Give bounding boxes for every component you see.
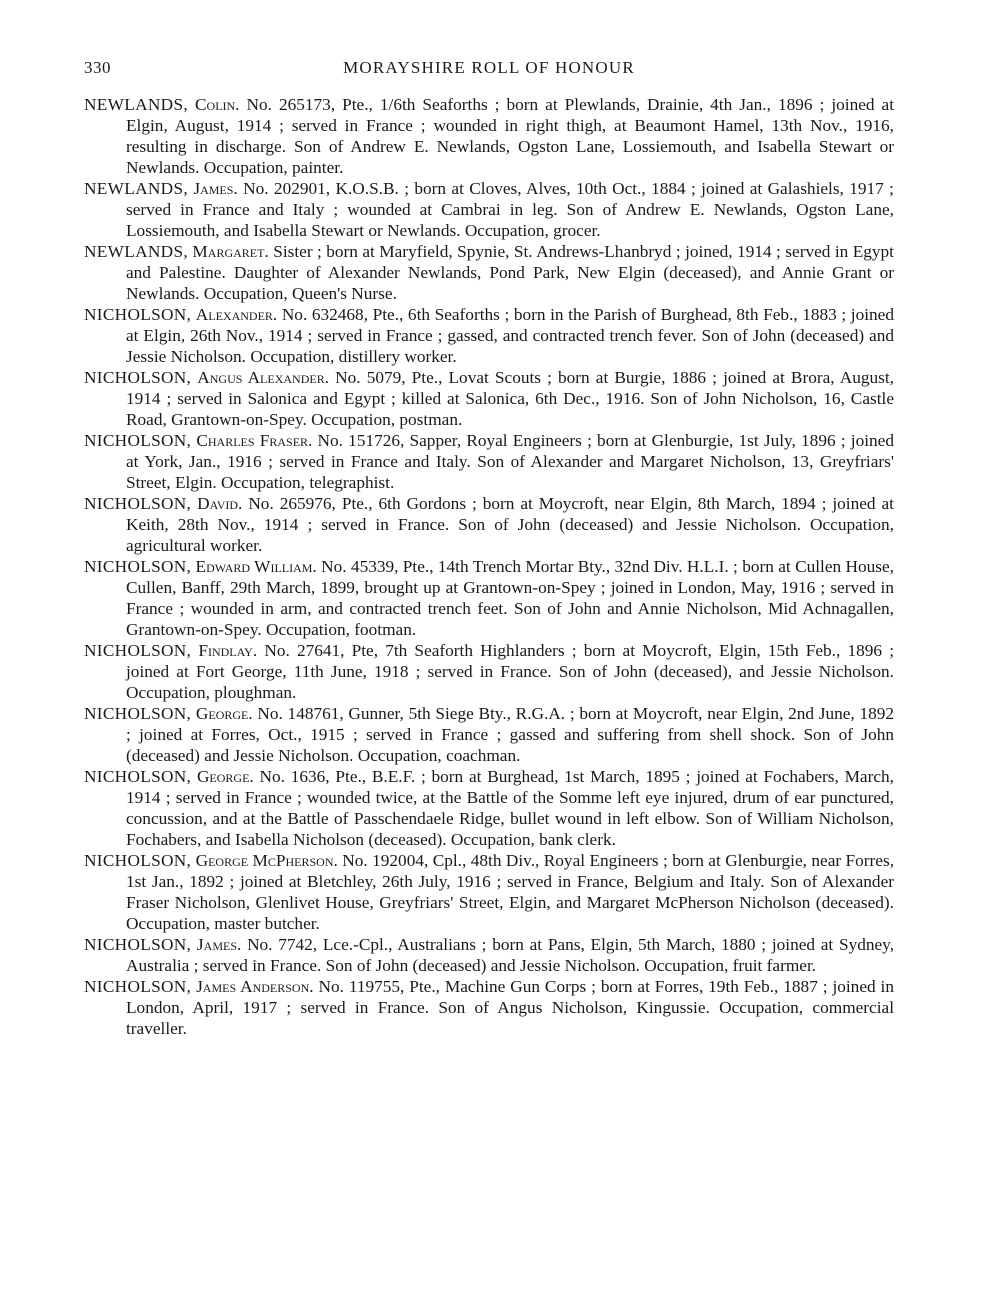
entry-text: No. 119755, Pte., Machine Gun Corps ; born at Forres, 19th Feb., 1887 ; joined in London, April, 1917 ; served in France. Son of Angus Nicholson, Kingussie. Occupation, commercial traveller. [126, 977, 894, 1038]
entry-given-name: Colin. [195, 95, 240, 114]
roll-entry [84, 766, 894, 850]
entry-surname: NICHOLSON, [84, 851, 192, 870]
entry-surname: NICHOLSON, [84, 935, 192, 954]
entry-text: No. 148761, Gunner, 5th Siege Bty., R.G.A. ; born at Moycroft, near Elgin, 2nd June, 1892 ; joined at Forres, Oct., 1915 ; served in France ; gassed and suffering from shell shock. Son of John (deceased) and Jessie Nicholson. Occupation, coachman. [126, 704, 895, 765]
entry-given-name: Edward William. [195, 557, 317, 576]
entry-surname: NICHOLSON, [84, 767, 192, 786]
entry-text: No. 192004, Cpl., 48th Div., Royal Engineers ; born at Glenburgie, near Forres, 1st Jan., 1892 ; joined at Bletchley, 26th July, 1916 ; served in France, Belgium and Italy. Son of Alexander Fraser Nicholson, Glenlivet House, Greyfriars' Street, Elgin, and Margaret McPherson Nicholson (deceased). Occupation, master butcher. [126, 851, 895, 933]
roll-entry [84, 934, 894, 976]
entry-given-name: George. [195, 704, 253, 723]
entry-given-name: George. [196, 767, 254, 786]
entry-given-name: Alexander. [195, 305, 278, 324]
roll-entry [84, 556, 894, 640]
entry-surname: NICHOLSON, [84, 494, 192, 513]
roll-entry [84, 178, 894, 241]
entry-surname: NICHOLSON, [84, 641, 192, 660]
entry-surname: NEWLANDS, [84, 242, 188, 261]
entry-given-name: David. [197, 494, 243, 513]
entry-text: No. 202901, K.O.S.B. ; born at Cloves, Alves, 10th Oct., 1884 ; joined at Galashiels, 1917 ; served in France and Italy ; wounded at Cambrai in leg. Son of Andrew E. Newlands, Ogston Lane, Lossiemouth, and Isabella Stewart or Newlands. Occupation, grocer. [126, 179, 894, 240]
roll-entry [84, 703, 894, 766]
roll-entry [84, 94, 894, 178]
entry-surname: NICHOLSON, [84, 557, 192, 576]
entry-given-name: James Anderson. [196, 977, 314, 996]
entry-text: No. 45339, Pte., 14th Trench Mortar Bty., 32nd Div. H.L.I. ; born at Cullen House, Cullen, Banff, 29th March, 1899, brought up at Grantown-on-Spey ; joined in London, May, 1916 ; served in France ; wounded in arm, and contracted trench feet. Son of John and Annie Nicholson, Mid Achnagallen, Grantown-on-Spey. Occupation, footman. [126, 557, 894, 639]
entry-given-name: James. [196, 935, 242, 954]
roll-entry [84, 640, 894, 703]
entry-text: No. 5079, Pte., Lovat Scouts ; born at Burgie, 1886 ; joined at Brora, August, 1914 ; served in Salonica and Egypt ; killed at Salonica, 6th Dec., 1916. Son of John Nicholson, 16, Castle Road, Grantown-on-Spey. Occupation, postman. [126, 368, 894, 429]
entry-surname: NICHOLSON, [84, 431, 192, 450]
roll-entry [84, 976, 894, 1039]
roll-entry [84, 850, 894, 934]
roll-entry [84, 241, 894, 304]
entry-given-name: Angus Alexander. [197, 368, 330, 387]
entry-surname: NICHOLSON, [84, 977, 192, 996]
entry-given-name: George McPherson. [195, 851, 338, 870]
roll-entry [84, 430, 894, 493]
page [84, 58, 894, 1039]
entry-surname: NEWLANDS, [84, 179, 188, 198]
entry-text: No. 632468, Pte., 6th Seaforths ; born in the Parish of Burghead, 8th Feb., 1883 ; joined at Elgin, 26th Nov., 1914 ; served in France ; gassed, and contracted trench fever. Son of John (deceased) and Jessie Nicholson. Occupation, distillery worker. [126, 305, 894, 366]
entry-text: No. 265976, Pte., 6th Gordons ; born at Moycroft, near Elgin, 8th March, 1894 ; joined at Keith, 28th Nov., 1914 ; served in France. Son of John (deceased) and Jessie Nicholson. Occupation, agricultural worker. [126, 494, 894, 555]
entry-text: No. 265173, Pte., 1/6th Seaforths ; born at Plewlands, Drainie, 4th Jan., 1896 ; joined at Elgin, August, 1914 ; served in France ; wounded in right thigh, at Beaumont Hamel, 13th Nov., 1916, resulting in discharge. Son of Andrew E. Newlands, Ogston Lane, Lossiemouth, and Isabella Stewart or Newlands. Occupation, painter. [126, 95, 894, 177]
entry-given-name: James. [193, 179, 238, 198]
roll-entry [84, 367, 894, 430]
entry-text: Sister ; born at Maryfield, Spynie, St. Andrews-Lhanbryd ; joined, 1914 ; served in Egypt and Palestine. Daughter of Alexander Newlands, Pond Park, New Elgin (deceased), and Annie Grant or Newlands. Occupation, Queen's Nurse. [126, 242, 894, 303]
entry-given-name: Findlay. [198, 641, 258, 660]
entry-text: No. 1636, Pte., B.E.F. ; born at Burghead, 1st March, 1895 ; joined at Fochabers, March, 1914 ; served in France ; wounded twice, at the Battle of the Somme left eye injured, drum of ear punctured, concussion, and at the Battle of Passchendaele Ridge, bullet wound in left elbow. Son of William Nicholson, Fochabers, and Isabella Nicholson (deceased). Occupation, bank clerk. [126, 767, 894, 849]
page-header [84, 58, 894, 84]
running-title: MORAYSHIRE ROLL OF HONOUR [343, 58, 635, 77]
entry-surname: NICHOLSON, [84, 305, 192, 324]
roll-entry [84, 493, 894, 556]
entry-text: No. 7742, Lce.-Cpl., Australians ; born at Pans, Elgin, 5th March, 1880 ; joined at Sydney, Australia ; served in France. Son of John (deceased) and Jessie Nicholson. Occupation, fruit farmer. [126, 935, 895, 975]
entry-surname: NICHOLSON, [84, 704, 192, 723]
roll-entries [84, 94, 894, 1039]
page-number: 330 [84, 58, 111, 77]
entry-surname: NICHOLSON, [84, 368, 192, 387]
entry-surname: NEWLANDS, [84, 95, 188, 114]
entry-given-name: Margaret. [192, 242, 269, 261]
entry-text: No. 151726, Sapper, Royal Engineers ; born at Glenburgie, 1st July, 1896 ; joined at York, Jan., 1916 ; served in France and Italy. Son of Alexander and Margaret Nicholson, 13, Greyfriars' Street, Elgin. Occupation, telegraphist. [126, 431, 894, 492]
roll-entry [84, 304, 894, 367]
entry-given-name: Charles Fraser. [196, 431, 313, 450]
entry-text: No. 27641, Pte, 7th Seaforth Highlanders ; born at Moycroft, Elgin, 15th Feb., 1896 ; joined at Fort George, 11th June, 1918 ; served in France. Son of John (deceased), and Jessie Nicholson. Occupation, ploughman. [126, 641, 894, 702]
